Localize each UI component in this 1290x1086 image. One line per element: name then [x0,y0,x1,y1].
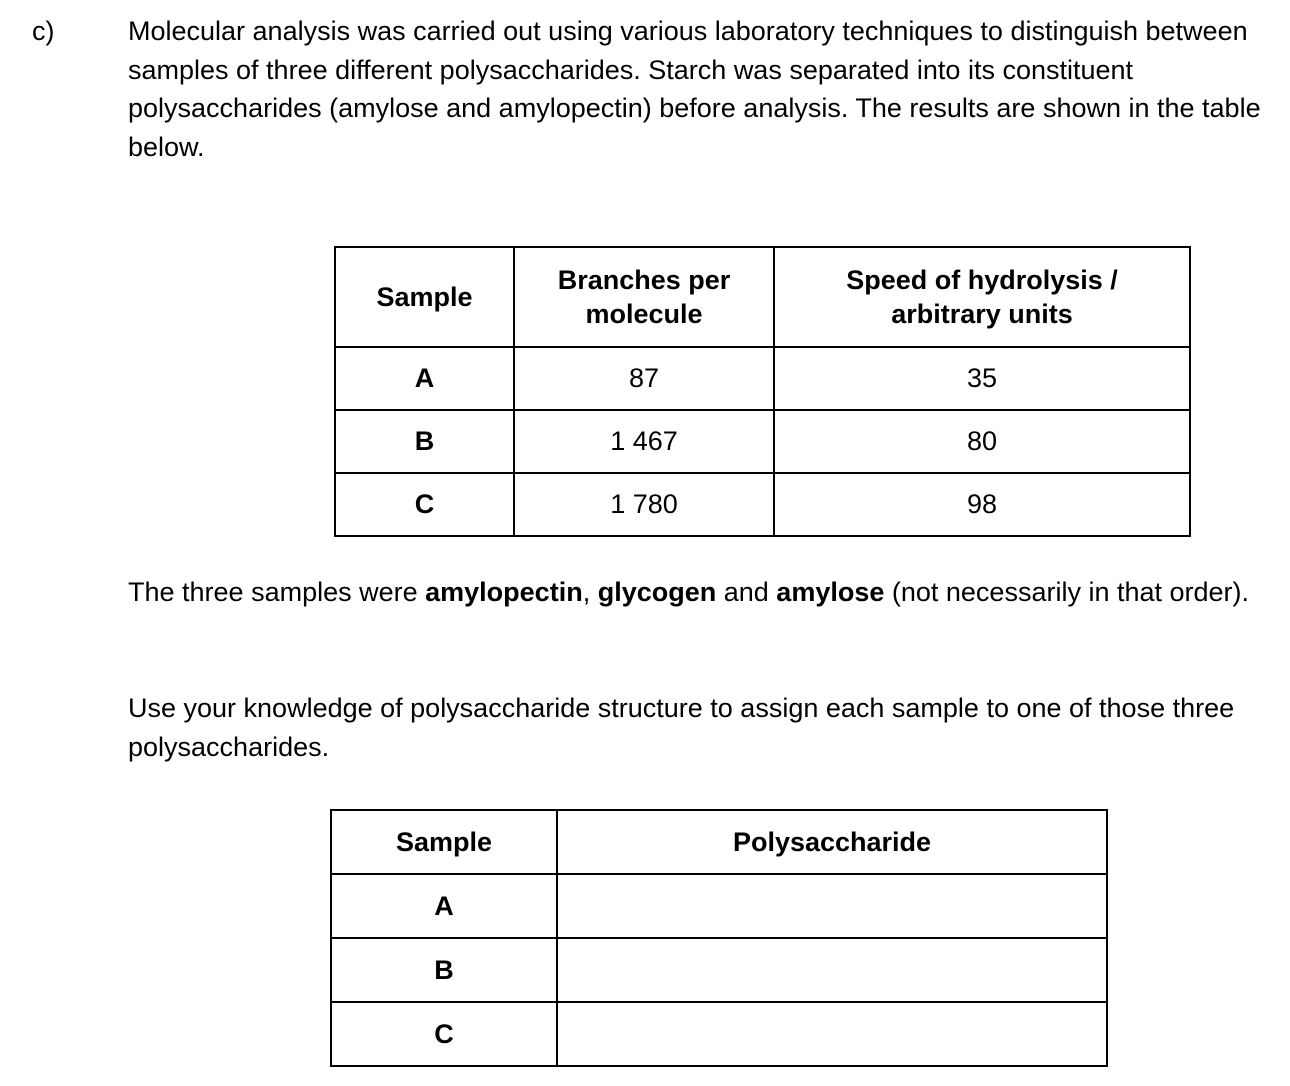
header-branches [514,247,774,347]
answer-header-polysaccharide: Polysaccharide [557,810,1107,874]
header-sample: Sample [335,247,514,347]
answer-cell[interactable] [557,874,1107,938]
sample-label: B [335,410,514,473]
header-speed-line2: arbitrary units [891,299,1073,329]
instruction: Use your knowledge of polysaccharide structure to assign each sample to one of those three polysaccharides. [128,693,1235,762]
question-intro: Molecular analysis was carried out using various laboratory techniques to distinguish between samples of three different polysaccharides. Starch was separated into its constituent polysaccharides (amylose and amylopectin) before analysis. The results are shown in the table below. [128,16,1261,162]
answer-header-row [331,810,1107,874]
term-amylose: amylose [776,577,885,607]
sample-label: C [335,473,514,536]
sample-label: A [335,347,514,410]
answer-cell[interactable] [557,938,1107,1002]
answer-sample-label: C [331,1002,557,1066]
branches-value: 1 467 [514,410,774,473]
table-row [331,874,1107,938]
branches-value: 87 [514,347,774,410]
samples-sentence-sep2: and [716,577,777,607]
term-amylopectin: amylopectin [425,577,583,607]
samples-sentence-pre: The three samples were [128,577,426,607]
speed-value: 35 [774,347,1190,410]
results-table [334,246,1191,537]
answer-table [330,809,1108,1067]
speed-value: 80 [774,410,1190,473]
table-row [331,938,1107,1002]
results-header-row [335,247,1190,347]
branches-value: 1 780 [514,473,774,536]
samples-sentence-sep1: , [582,577,598,607]
term-glycogen: glycogen [597,577,717,607]
header-speed-line1: Speed of hydrolysis / [846,265,1118,295]
header-branches-line1: Branches per [557,265,731,295]
answer-header-sample: Sample [331,810,557,874]
samples-sentence-post: (not necessarily in that order). [884,577,1250,607]
speed-value: 98 [774,473,1190,536]
header-branches-line2: molecule [585,299,703,329]
samples-sentence [128,573,1278,612]
question-label: c) [32,16,55,46]
answer-cell[interactable] [557,1002,1107,1066]
table-row [335,347,1190,410]
header-speed [774,247,1190,347]
table-row [331,1002,1107,1066]
table-row [335,473,1190,536]
answer-sample-label: A [331,874,557,938]
answer-sample-label: B [331,938,557,1002]
table-row [335,410,1190,473]
